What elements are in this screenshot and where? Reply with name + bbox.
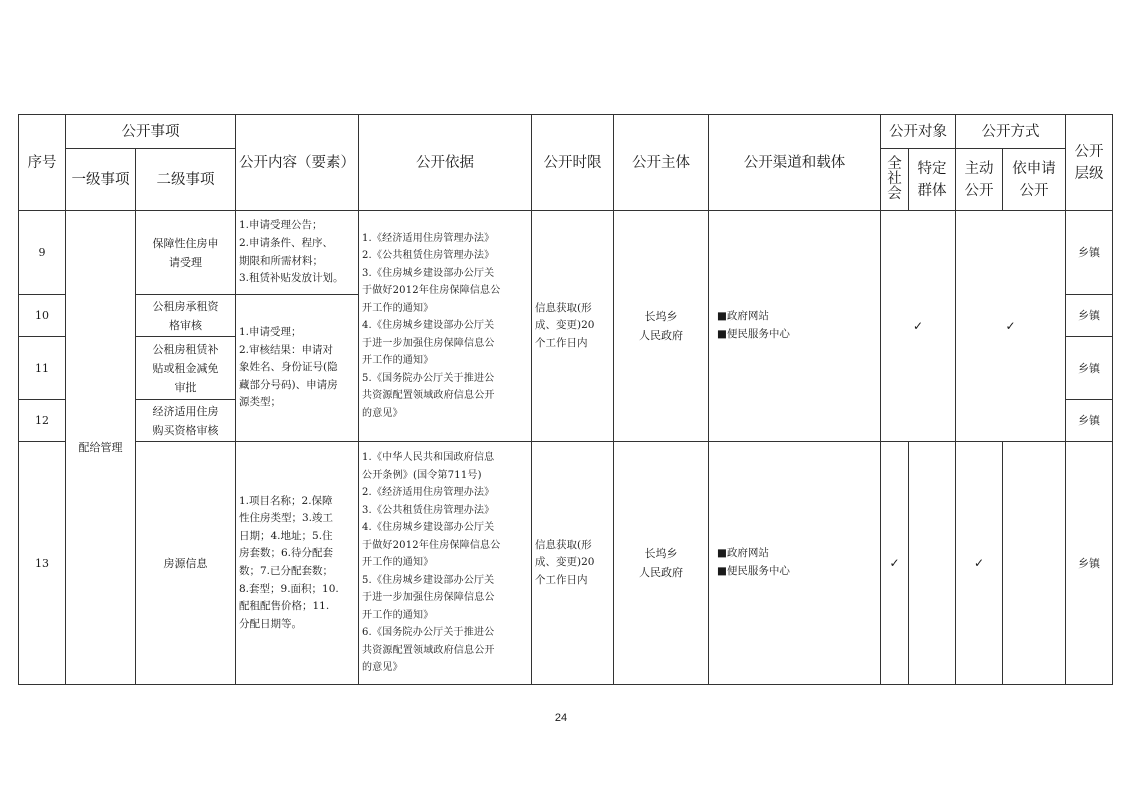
level2-item [136, 337, 236, 400]
header-subject: 公开主体 [614, 115, 709, 211]
level1-item: 配给管理 [66, 211, 136, 685]
subject-line: 长坞乡 [644, 547, 678, 560]
basis-line: 共资源配置领域政府信息公开 [362, 390, 495, 402]
layer-cell: 乡镇 [1066, 211, 1113, 295]
level2-line: 公租房承租资 [152, 299, 219, 313]
content-line: 源类型； [239, 396, 281, 409]
content-line: 分配日期等。 [239, 617, 302, 630]
target-specific-cell [909, 442, 956, 685]
content-line: 8.套型；9.面积；10. [239, 582, 339, 595]
content-line: 性住房类型；3.竣工 [239, 512, 334, 525]
basis-line: 于做好2012年住房保障信息公 [362, 285, 501, 297]
basis-line: 于进一步加强住房保障信息公 [362, 337, 495, 349]
disclosure-table [18, 114, 1113, 685]
header-level1: 一级事项 [66, 149, 136, 211]
content-line: 2.审核结果：申请对 [239, 343, 334, 356]
subject-cell [614, 442, 709, 685]
header-method-request-line-1: 依申请 [1012, 160, 1056, 177]
level2-line: 请受理 [169, 255, 202, 269]
basis-line: 的意见》 [362, 662, 403, 674]
page-number: 24 [554, 712, 568, 724]
channel-line: ■便民服务中心 [717, 328, 790, 340]
time-limit-cell [532, 442, 614, 685]
basis-line: 4.《住房城乡建设部办公厅关 [362, 320, 495, 332]
layer-cell: 乡镇 [1066, 337, 1113, 400]
basis-line: 共资源配置领域政府信息公开 [362, 644, 495, 656]
subject-line: 人民政府 [639, 566, 683, 579]
level2-item [136, 442, 236, 685]
header-target-all [881, 149, 909, 211]
header-target-group: 公开对象 [881, 115, 956, 149]
header-target-specific-line-2: 群体 [917, 182, 947, 199]
level2-line: 房源信息 [163, 556, 208, 570]
header-level2: 二级事项 [136, 149, 236, 211]
content-cell [236, 211, 359, 295]
basis-line: 2.《经济适用住房管理办法》 [362, 487, 495, 499]
subject-cell [614, 211, 709, 442]
basis-line: 1.《经济适用住房管理办法》 [362, 232, 495, 244]
content-cell [236, 295, 359, 442]
header-target-specific-line-1: 特定 [917, 160, 947, 177]
check-mark-icon: ✓ [1005, 319, 1016, 333]
row-seq: 12 [19, 400, 66, 442]
time-limit-line: 个工作日内 [535, 336, 588, 349]
channel-line: ■便民服务中心 [717, 565, 790, 577]
basis-line: 于进一步加强住房保障信息公 [362, 592, 495, 604]
check-mark-icon: ✓ [912, 319, 924, 333]
level2-line: 格审核 [169, 318, 202, 332]
header-content: 公开内容（要素） [236, 115, 359, 211]
level2-line: 公租房租赁补 [152, 342, 219, 356]
basis-line: 1.《中华人民共和国政府信息 [362, 452, 495, 464]
time-limit-line: 成、变更)20 [535, 556, 595, 569]
basis-line: 开工作的通知》 [362, 355, 434, 367]
level2-line: 经济适用住房 [152, 404, 219, 418]
time-limit-line: 信息获取(形 [535, 538, 592, 551]
basis-line: 开工作的通知》 [362, 609, 434, 621]
basis-line: 的意见》 [362, 407, 403, 419]
channel-line: ■政府网站 [717, 310, 769, 323]
content-line: 日期；4.地址；5.住 [239, 529, 333, 542]
channel-cell [709, 211, 881, 442]
row-seq: 13 [19, 442, 66, 685]
header-target-all-char-2: 社 [887, 171, 902, 187]
check-mark-icon: ✓ [973, 556, 985, 570]
header-method-request [1003, 149, 1066, 211]
basis-line: 6.《国务院办公厅关于推进公 [362, 627, 495, 639]
level2-line: 审批 [174, 380, 197, 394]
time-limit-cell [532, 211, 614, 442]
basis-line: 开工作的通知》 [362, 302, 434, 314]
basis-line: 5.《国务院办公厅关于推进公 [362, 372, 495, 384]
header-method-active [956, 149, 1003, 211]
header-method-active-line-2: 公开 [964, 182, 994, 199]
time-limit-line: 成、变更)20 [535, 319, 595, 332]
time-limit-line: 信息获取(形 [535, 301, 592, 314]
basis-line: 3.《住房城乡建设部办公厅关 [362, 267, 495, 279]
header-target-all-char-3: 会 [887, 186, 902, 202]
basis-line: 3.《公共租赁住房管理办法》 [362, 504, 495, 516]
header-row-1 [19, 115, 1113, 149]
content-line: 房套数；6.待分配套 [239, 547, 334, 560]
header-level [1066, 115, 1113, 211]
basis-line: 2.《公共租赁住房管理办法》 [362, 250, 495, 262]
target-all-cell [881, 442, 909, 685]
content-cell [236, 442, 359, 685]
basis-line: 4.《住房城乡建设部办公厅关 [362, 522, 495, 534]
row-seq: 10 [19, 295, 66, 337]
basis-cell [359, 442, 532, 685]
header-level-line-1: 公开 [1074, 143, 1104, 160]
channel-line: ■政府网站 [717, 547, 769, 560]
row-seq: 9 [19, 211, 66, 295]
content-line: 1.申请受理； [239, 326, 302, 339]
basis-line: 于做好2012年住房保障信息公 [362, 539, 501, 551]
table-row [19, 442, 1113, 685]
content-line: 2.申请条件、程序、 [239, 236, 334, 249]
header-method-active-line-1: 主动 [964, 160, 994, 177]
layer-cell: 乡镇 [1066, 400, 1113, 442]
header-time-limit: 公开时限 [532, 115, 614, 211]
table-row [19, 211, 1113, 295]
channel-cell [709, 442, 881, 685]
header-target-all-char-1: 全 [887, 156, 902, 172]
content-line: 藏部分号码)、申请房 [239, 378, 338, 391]
content-line: 3.租赁补贴发放计划。 [239, 272, 344, 285]
basis-cell [359, 211, 532, 442]
header-method-group: 公开方式 [956, 115, 1066, 149]
check-mark-icon: ✓ [889, 556, 900, 570]
layer-cell: 乡镇 [1066, 442, 1113, 685]
header-level-line-2: 层级 [1074, 165, 1104, 182]
content-line: 配租配售价格；11. [239, 600, 330, 613]
subject-line: 长坞乡 [644, 310, 678, 323]
method-cell [956, 211, 1066, 442]
level2-line: 购买资格审核 [152, 423, 219, 437]
header-items-group: 公开事项 [66, 115, 236, 149]
header-channel: 公开渠道和载体 [709, 115, 881, 211]
content-line: 1.项目名称；2.保障 [239, 494, 333, 507]
header-target-specific [909, 149, 956, 211]
method-active-cell [956, 442, 1003, 685]
level2-item [136, 295, 236, 337]
content-line: 数；7.已分配套数； [239, 565, 334, 577]
disclosure-sheet [18, 114, 1112, 685]
row-seq: 11 [19, 337, 66, 400]
content-line: 1.申请受理公告； [239, 219, 323, 232]
basis-line: 公开条例》(国令第711号) [362, 469, 482, 481]
level2-item [136, 211, 236, 295]
content-line: 期限和所需材料； [239, 254, 323, 267]
header-method-request-line-2: 公开 [1019, 182, 1049, 199]
level2-line: 保障性住房申 [152, 236, 219, 250]
layer-cell: 乡镇 [1066, 295, 1113, 337]
level2-item [136, 400, 236, 442]
header-basis: 公开依据 [359, 115, 532, 211]
basis-line: 5.《住房城乡建设部办公厅关 [362, 574, 495, 586]
time-limit-line: 个工作日内 [535, 573, 588, 586]
basis-line: 开工作的通知》 [362, 557, 434, 569]
subject-line: 人民政府 [639, 329, 683, 342]
level2-line: 贴或租金减免 [152, 361, 219, 375]
method-request-cell [1003, 442, 1066, 685]
header-seq: 序号 [19, 115, 66, 211]
target-cell [881, 211, 956, 442]
content-line: 象姓名、身份证号(隐 [239, 361, 338, 374]
